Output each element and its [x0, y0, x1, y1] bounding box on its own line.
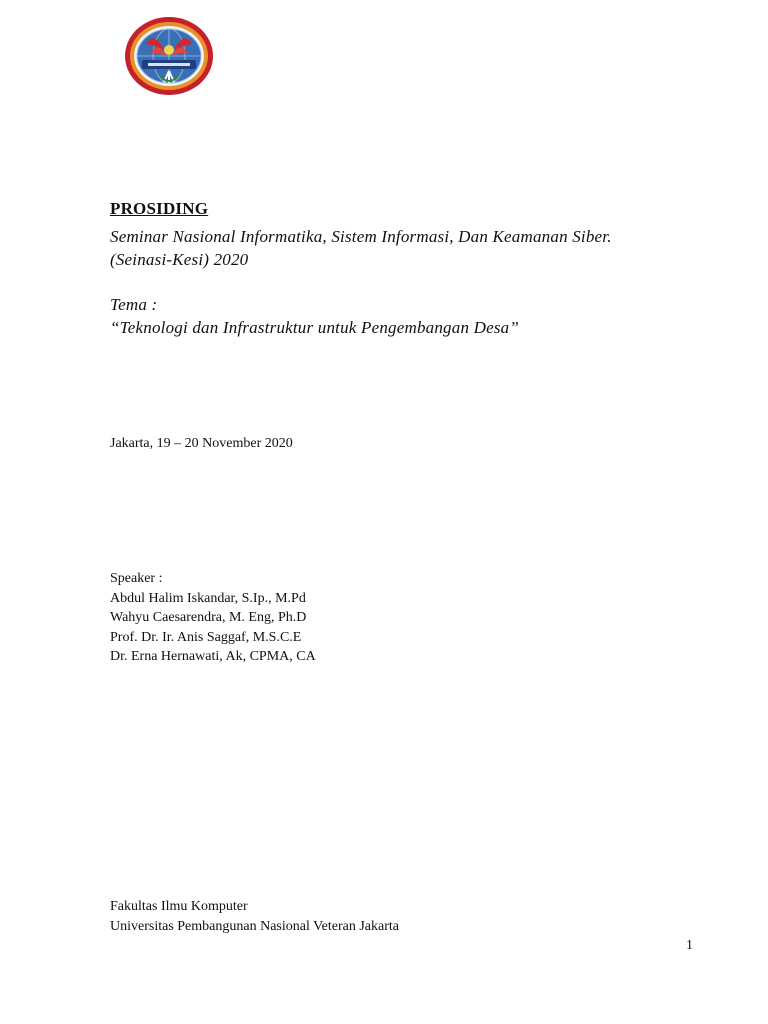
speaker-list	[110, 569, 316, 667]
event-location-date: Jakarta, 19 – 20 November 2020	[110, 436, 293, 451]
seminar-abbreviation: (Seinasi-Kesi) 2020	[110, 250, 249, 269]
speaker-name: Wahyu Caesarendra, M. Eng, Ph.D	[110, 610, 307, 625]
theme-label: Tema :	[110, 295, 158, 314]
speaker-name: Abdul Halim Iskandar, S.Ip., M.Pd	[110, 590, 306, 606]
page-number: 1	[686, 938, 693, 953]
speaker-name: Dr. Erna Hernawati, Ak, CPMA, CA	[110, 649, 316, 664]
university-name: Universitas Pembangunan Nasional Veteran Jakarta	[110, 918, 399, 934]
seal-emblem-icon	[124, 16, 214, 96]
theme-text: “Teknologi dan Infrastruktur untuk Pengembangan Desa”	[110, 318, 519, 337]
speaker-name: Prof. Dr. Ir. Anis Saggaf, M.S.C.E	[110, 629, 302, 645]
faculty-name: Fakultas Ilmu Komputer	[110, 899, 248, 914]
speaker-label: Speaker :	[110, 571, 163, 586]
university-logo	[124, 16, 214, 96]
institution-block	[110, 897, 399, 936]
document-title: PROSIDING	[110, 199, 209, 218]
seminar-name: Seminar Nasional Informatika, Sistem Informasi, Dan Keamanan Siber.	[110, 227, 612, 246]
